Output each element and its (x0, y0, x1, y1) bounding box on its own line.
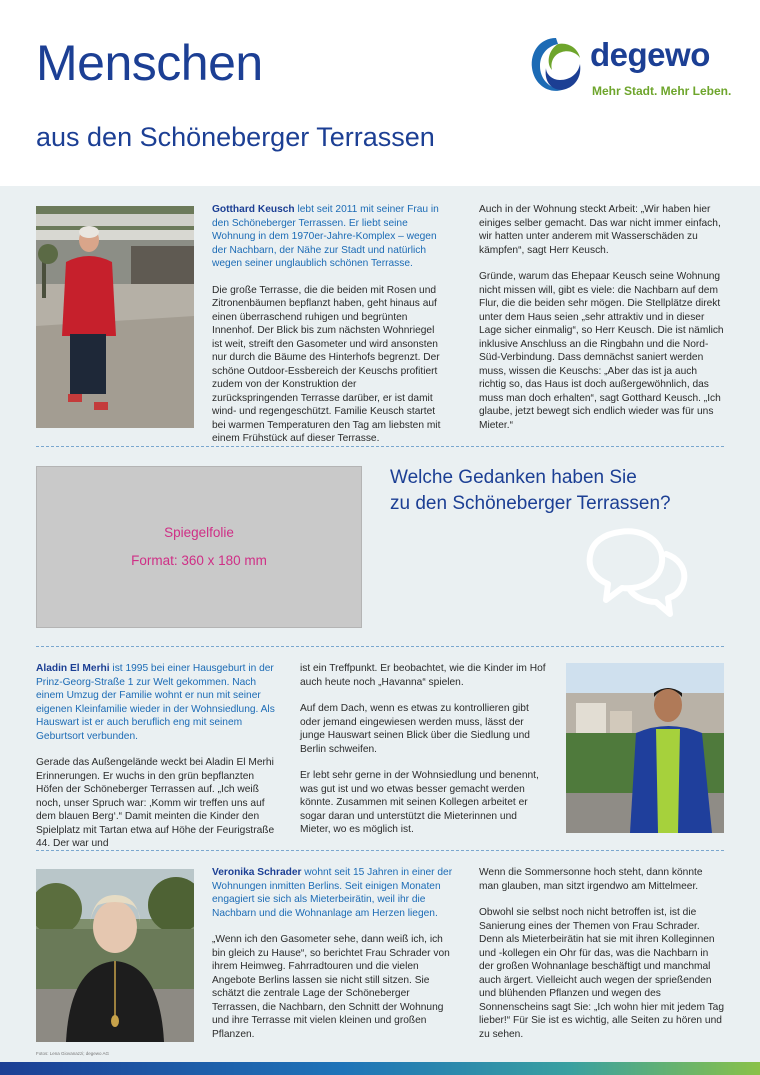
person-name: Aladin El Merhi (36, 663, 110, 674)
mirror-format: Format: 360 x 180 mm (131, 553, 267, 568)
section3-paragraph: „Wenn ich den Gasometer sehe, dann weiß ich, ich bin gleich zu Hause“, so berichtet Frau Schrader von ihrem Heimweg. Fahrradtouren und die vielen Angebote Berlins lassen sie nicht still sitzen. Sie schätzt die zentrale Lage der Schöneberger Terrassen, die Nachbarn, den Schnitt der Wohnung und ihre Terrasse mit vielen kleinen und großen Pflanzen. (212, 934, 450, 1040)
header (0, 0, 760, 186)
section1-lead: lebt seit 2011 mit seiner Frau in den Schöneberger Terrassen. Er liebt seine Wohnung in dem 1970er-Jahre-Komplex – wegen der Nachbarn, der Nähe zur Stadt und natürlich wegen seiner unglaublich schönen Terrasse. (212, 204, 439, 269)
section2-paragraph: Gerade das Außengelände weckt bei Aladin El Merhi Erinnerungen. Er wuchs in den grün bepflanzten Höfen der Schöneberger Terrassen auf. „Ich weiß noch, unser Spruch war: ‚Komm wir treffen uns auf dem blauen Berg‘.“ Damit meinten die Kinder den Spielplatz mit Tartan etwa auf Höhe der Feurigstraße 44. Der war und (36, 757, 275, 849)
portrait-gotthard-keusch (36, 206, 194, 428)
section2-paragraph: Er lebt sehr gerne in der Wohnsiedlung und benennt, was gut ist und wo etwas besser gemacht werden könnte. Zusammen mit seinen Kollegen arbeitet er sogar daran und unterstützt die Mieterinnen und Mieter, wo es möglich ist. (300, 770, 539, 835)
page-subtitle: aus den Schöneberger Terrassen (36, 122, 435, 152)
section2-lead: ist 1995 bei einer Hausgeburt in der Prinz-Georg-Straße 1 zur Welt gekommen. Nach einem Umzug der Familie wohnt er nun mit seiner eigenen Kleinfamilie wieder in der Wohnsiedlung. Als Hauswart ist er auch beruflich eng mit seinem Geburtsort verbunden. (36, 663, 275, 742)
portrait-veronika-schrader (36, 869, 194, 1042)
page-title: Menschen (36, 35, 263, 91)
speech-bubbles-icon (582, 524, 692, 624)
logo-wordmark: degewo (590, 36, 710, 73)
mirror-label: Spiegelfolie (164, 525, 234, 540)
logo-claim: Mehr Stadt. Mehr Leben. (592, 84, 732, 98)
section3-col1 (212, 866, 457, 1054)
section1-col2 (479, 203, 724, 445)
divider (36, 850, 724, 851)
section3-col2 (479, 866, 724, 1054)
section3-paragraph: Obwohl sie selbst noch nicht betroffen ist, ist die Sanierung eines der Themen von Frau Schrader. Denn als Mieterbeirätin hat sie mit ihren Kolleginnen und -kollegen ein Ohr für das, was die Nachbarn in der großen Wohnanlage beschäftigt und manchmal auch ärgert. Vielleicht auch wegen der sprießenden und blühenden Pflanzen und wegen des Sonnenscheins sagt Sie: „Ich wohn hier mit jedem Tag lieber!“ Für Sie ist es wichtig, alle Seiten zu hören und zu sehen. (479, 907, 725, 1040)
person-name: Veronika Schrader (212, 867, 302, 878)
degewo-swirl-icon (528, 34, 584, 96)
section1-col1 (212, 203, 442, 459)
section3-lead: wohnt seit 15 Jahren in einer der Wohnungen inmitten Berlins. Seit einigen Monaten engagiert sie sich als Mieterbeirätin, weil ihr die Nachbarn und die Wohnanlage am Herzen liegen. (212, 867, 453, 919)
section2-paragraph: Auf dem Dach, wenn es etwas zu kontrollieren gibt oder jemand eingewiesen werden muss, lässt der junge Hauswart seinen Blick über die Siedlung und Berlin schweifen. (300, 703, 530, 755)
section2-paragraph: ist ein Treffpunkt. Er beobachtet, wie die Kinder im Hof auch heute noch „Havanna“ spielen. (300, 663, 546, 688)
question-line: Welche Gedanken haben Sie (390, 467, 637, 488)
divider (36, 446, 724, 447)
degewo-logo (528, 34, 732, 104)
question-heading (390, 465, 671, 517)
section2-col2 (300, 662, 550, 850)
section1-paragraph: Die große Terrasse, die die beiden mit Rosen und Zitronenbäumen bepflanzt haben, geht hinaus auf einen überraschend ruhigen und begrünten Innenhof. Der Blick bis zum nächsten Wohnriegel ist weit, streift den Gasometer und wird ansonsten nur durch die Bäume des Hinterhofs begrenzt. Der schöne Outdoor-Essbereich der Keuschs profitiert zudem von der Konstruktion der zurückspringenden Terrasse darüber, er ist damit wind- und regengeschützt. Familie Keusch startet bei warmen Temperaturen den Tag am liebsten mit einem Frühstück auf dieser Terrasse. (212, 284, 441, 444)
section1-paragraph: Gründe, warum das Ehepaar Keusch seine Wohnung nicht missen will, gibt es viele: die Nachbarn auf dem Flur, die die beiden sehr mögen. Die Stellplätze direkt unter dem Haus seien „sehr attraktiv und in dieser Lage sicher einmalig“, so Herr Keusch. Die ist nämlich inklusive Anschluss an die Ringbahn und die Nord-Süd-Verbindung. Dass demnächst saniert werden muss, wissen die Keuschs: „Aber das ist ja auch richtig so, das Haus ist doch außergewöhnlich, das muss man doch erhalten“, sagt Gotthard Keusch. „Ich glaube, jetzt bewegt sich endlich wieder was für uns Mieter.“ (479, 271, 724, 431)
bottom-color-band (0, 1062, 760, 1075)
section2-col1 (36, 662, 281, 864)
section3-paragraph: Wenn die Sommersonne hoch steht, dann könnte man glauben, man sitzt irgendwo am Mittelmeer. (479, 867, 703, 892)
mirror-foil-placeholder (36, 466, 362, 628)
portrait-aladin-el-merhi (566, 663, 724, 833)
photo-credit: Fotos: Lena Giovanazzi; degewo AG (36, 1051, 110, 1056)
divider (36, 646, 724, 647)
person-name: Gotthard Keusch (212, 204, 295, 215)
question-line: zu den Schöneberger Terrassen? (390, 493, 671, 514)
section1-paragraph: Auch in der Wohnung steckt Arbeit: „Wir haben hier einiges selber gemacht. Das war nicht immer einfach, wir hatten unter anderem mit Wasserschäden zu kämpfen“, sagt Herr Keusch. (479, 204, 721, 256)
